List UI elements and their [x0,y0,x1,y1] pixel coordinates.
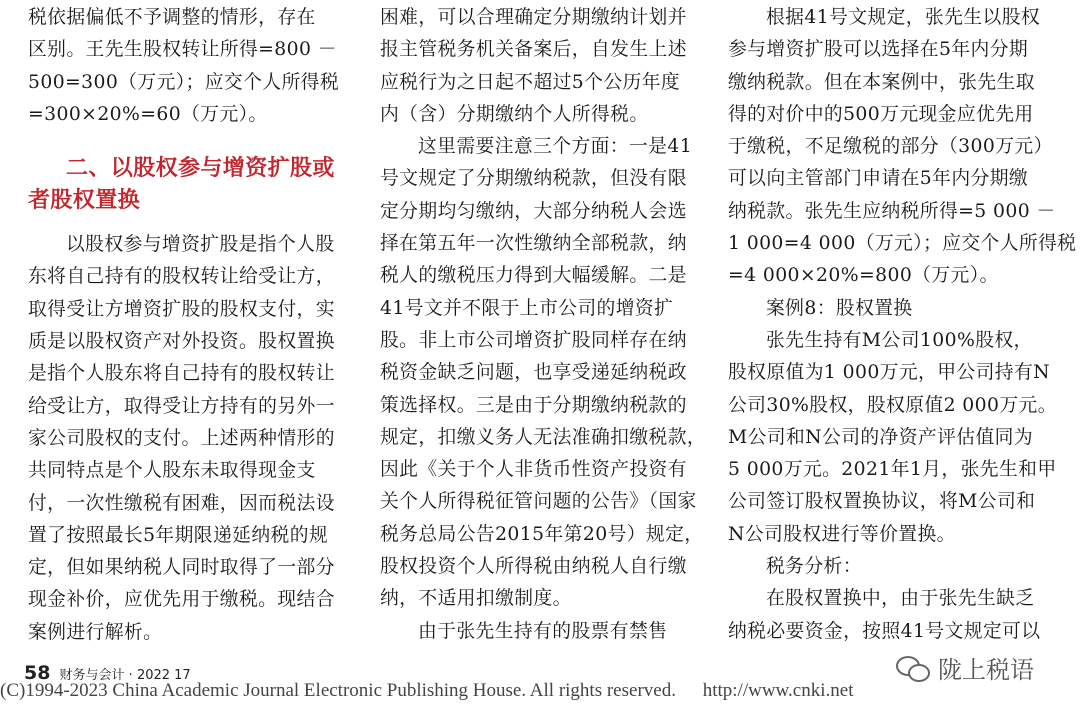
text-line: 定分期均匀缴纳，大部分纳税人会选 [380,200,687,222]
text-line: 共同特点是个人股东未取得现金支 [28,460,316,482]
text-line: 税依据偏低不予调整的情形，存在 [28,7,316,28]
analysis-title: 税务分析： [766,556,862,578]
section-heading: 二、以股权参与增资扩股或 [66,156,335,182]
text-line: 税务总局公告2015年第20号）规定， [380,523,704,545]
text-line: 缴纳税款。但在本案例中，张先生取 [728,71,1035,93]
text-line: M公司和N公司的净资产评估值同为 [728,426,1034,448]
text-line: 5 000万元。2021年1月，张先生和甲 [728,459,1057,481]
cnki-link[interactable]: http://www.cnki.net [702,680,854,701]
text-line: 张先生持有M公司100%股权， [766,329,1033,351]
text-line: 500=300（万元）；应交个人所得税 [28,71,340,93]
text-line: 质是以股权资产对外投资。股权置换 [28,331,335,353]
text-line: 困难，可以合理确定分期缴纳计划并 [380,7,687,28]
section-heading-cont: 者股权置换 [28,188,141,214]
text-line: =300×20%=60（万元）。 [28,103,268,125]
page-number: 58 [24,662,51,684]
text-line: 参与增资扩股可以选择在5年内分期 [728,39,1029,61]
text-line: 可以向主管部门申请在5年内分期缴 [728,168,1029,190]
text-line: 在股权置换中，由于张先生缺乏 [766,588,1035,610]
text-line: 案例进行解析。 [28,621,163,643]
text-line: 关个人所得税征管问题的公告》（国家 [380,491,697,513]
text-line: 付，一次性缴税有困难，因而税法设 [28,492,335,514]
text-line: 以股权参与增资扩股是指个人股 [66,234,335,256]
copyright-text: (C)1994-2023 China Academic Journal Electronic Publishing House. All rights reserved. [0,680,676,701]
text-line: 于缴税，不足缴税的部分（300万元） [728,136,1053,158]
text-line: 这里需要注意三个方面：一是41 [418,136,693,158]
text-line: 东将自己持有的股权转让给受让方， [28,266,335,288]
column-left [28,0,354,649]
wechat-icon [896,654,932,682]
text-line: 现金补价，应优先用于缴税。现结合 [28,589,335,611]
text-line: 置了按照最长5年期限递延纳税的规 [28,524,329,546]
text-line: 纳税款。张先生应纳税所得=5 000 － [728,200,1056,222]
text-line: 内（含）分期缴纳个人所得税。 [380,103,649,125]
text-line: 取得受让方增资扩股的股权支付，实 [28,298,335,320]
text-line: 是指个人股东将自己持有的股权转让 [28,363,335,385]
text-line: 策选择权。三是由于分期缴纳税款的 [380,394,687,416]
text-line: 根据41号文规定，张先生以股权 [766,7,1041,28]
column-right [728,0,1077,648]
text-line: 报主管税务机关备案后，自发生上述 [380,39,687,61]
text-line: 规定，扣缴义务人无法准确扣缴税款， [380,426,707,448]
text-line: 公司签订股权置换协议，将M公司和 [728,491,1036,513]
case-title: 案例8：股权置换 [766,297,913,319]
text-line: 纳，不适用扣缴制度。 [380,588,572,610]
column-middle [380,0,706,648]
text-line: 1 000=4 000（万元）；应交个人所得税 [728,233,1077,255]
text-line: =4 000×20%=800（万元）。 [728,265,999,287]
text-line: 税资金缺乏问题，也享受递延纳税政 [380,362,687,384]
text-line: 公司30%股权，股权原值2 000万元。 [728,394,1057,416]
text-line: 择在第五年一次性缴纳全部税款，纳 [380,233,687,255]
journal-name: 财务与会计 · 2022 17 [59,668,191,683]
text-line: 区别。王先生股权转让所得=800 － [28,39,337,61]
text-line: 因此《关于个人非货币性资产投资有 [380,459,687,481]
text-line: 给受让方，取得受让方持有的另外一 [28,395,335,417]
text-line: 家公司股权的支付。上述两种情形的 [28,427,335,449]
copyright-line [0,680,853,702]
text-line: 41号文并不限于上市公司的增资扩 [380,297,674,319]
text-line: 由于张先生持有的股票有禁售 [418,620,668,642]
text-line: 股权投资个人所得税由纳税人自行缴 [380,556,687,578]
text-line: N公司股权进行等价置换。 [728,523,956,545]
text-line: 纳税必要资金，按照41号文规定可以 [728,620,1041,642]
text-line: 股权原值为1 000万元，甲公司持有N [728,362,1050,384]
text-line: 号文规定了分期缴纳税款，但没有限 [380,168,687,190]
watermark [896,650,1034,685]
text-line: 税人的缴税压力得到大幅缓解。二是 [380,265,687,287]
text-line: 定，但如果纳税人同时取得了一部分 [28,557,335,579]
text-line: 股。非上市公司增资扩股同样存在纳 [380,329,687,351]
watermark-text: 陇上税语 [938,656,1034,684]
text-line: 应税行为之日起不超过5个公历年度 [380,71,681,93]
text-line: 得的对价中的500万元现金应优先用 [728,103,1034,125]
